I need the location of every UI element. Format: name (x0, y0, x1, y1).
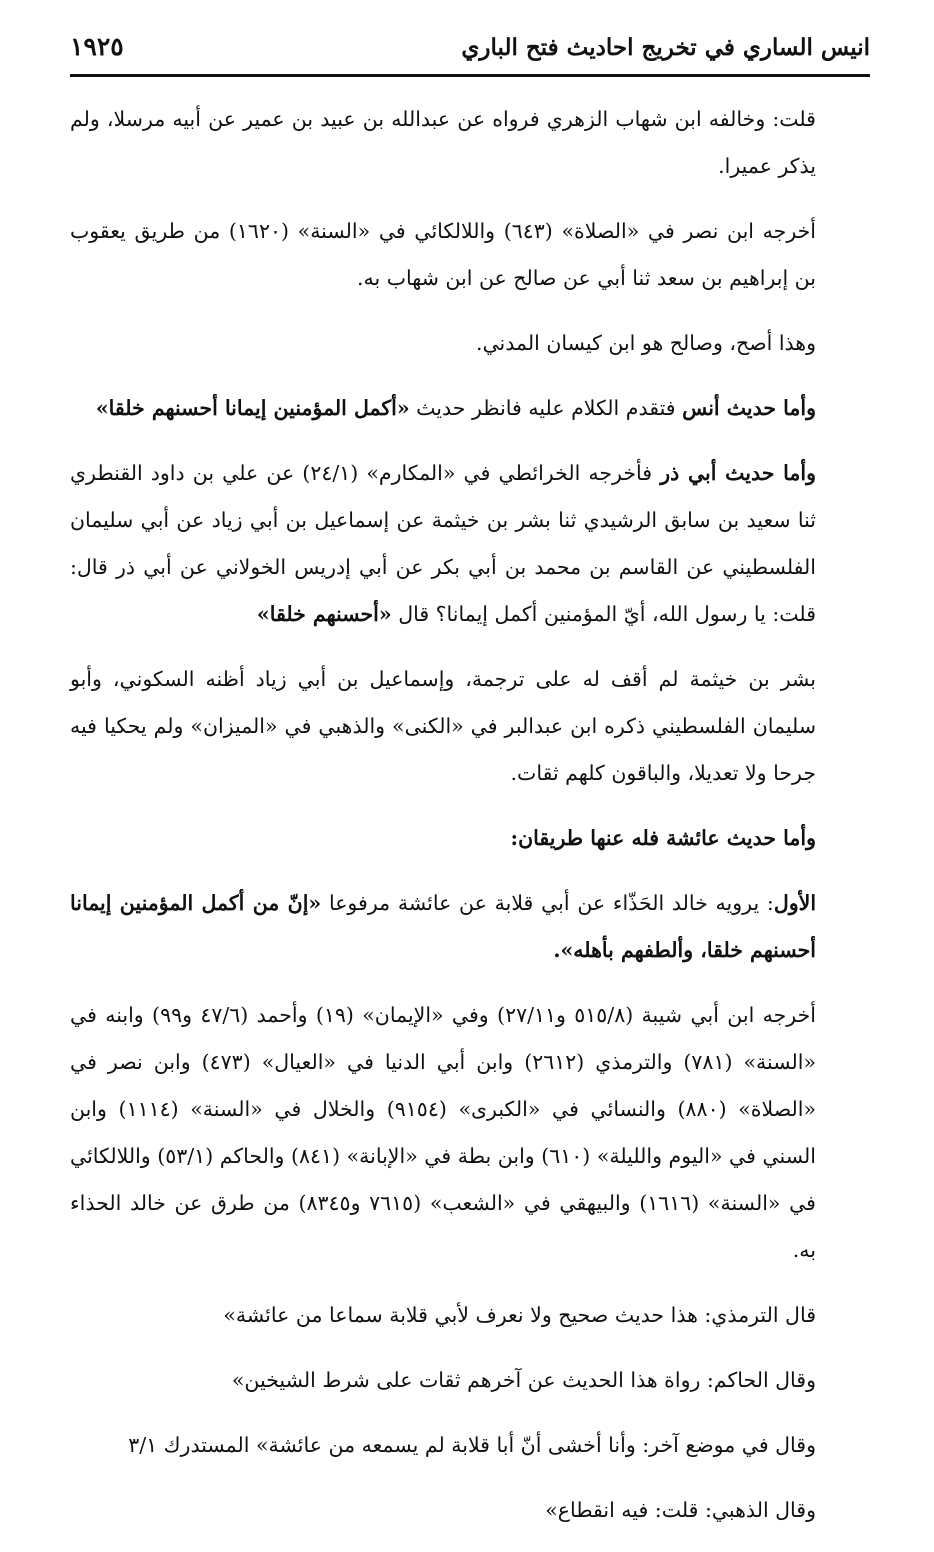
paragraph-7-heading: وأما حديث عائشة فله عنها طريقان: (510, 826, 816, 850)
paragraph-8 (70, 880, 870, 974)
paragraph-10 (70, 1292, 870, 1339)
paragraph-3-text: وهذا أصح، وصالح هو ابن كيسان المدني. (475, 331, 816, 355)
paragraph-3 (70, 320, 870, 367)
paragraph-9-text: أخرجه ابن أبي شيبة (٥١٥/٨ و٢٧/١١) وفي «الإيمان» (١٩) وأحمد (٤٧/٦ و٩٩) وابنه في «السنة» (٧٨١) والترمذي (٢٦١٢) وابن أبي الدنيا في «العيال» (٤٧٣) وابن نصر في «الصلاة» (٨٨٠) والنسائي في «الكبرى» (٩١٥٤) والخلال في «السنة» (١١١٤) وابن السني في «اليوم والليلة» (٦١٠) وابن بطة في «الإبانة» (٨٤١) والحاكم (٥٣/١) واللالكائي في «السنة» (١٦١٦) والبيهقي في «الشعب» (٧٦١٥ و٨٣٤٥) من طرق عن خالد الحذاء به. (70, 1003, 817, 1262)
paragraph-11-text: وقال الحاكم: رواة هذا الحديث عن آخرهم ثقات على شرط الشيخين» (231, 1368, 816, 1392)
paragraph-8-text: : يرويه خالد الحَذّاء عن أبي قلابة عن عائشة مرفوعا (321, 891, 774, 915)
book-title: انيس الساري في تخريج احاديث فتح الباري (461, 34, 870, 61)
paragraph-2 (70, 208, 870, 302)
paragraph-6-text: بشر بن خيثمة لم أقف له على ترجمة، وإسماعيل بن أبي زياد أظنه السكوني، وأبو سليمان الفلسطيني ذكره ابن عبدالبر في «الكنى» والذهبي في «الميزان» ولم يحكيا فيه جرحا ولا تعديلا، والباقون كلهم ثقات. (70, 667, 816, 785)
paragraph-12 (70, 1422, 870, 1469)
paragraph-13 (70, 1487, 870, 1534)
paragraph-1-text: قلت: وخالفه ابن شهاب الزهري فرواه عن عبدالله بن عبيد بن عمير عن أبيه مرسلا، ولم يذكر عميرا. (70, 107, 816, 178)
paragraph-5-text: فأخرجه الخرائطي في «المكارم» (٢٤/١) عن علي بن داود القنطري ثنا سعيد بن سابق الرشيدي ثنا بشر بن خيثمة عن إسماعيل بن أبي زياد عن أبي سليمان الفلسطيني عن القاسم بن محمد بن أبي بكر عن أبي إدريس الخولاني عن أبي ذر قال: قلت: يا رسول الله، أيّ المؤمنين أكمل إيمانا؟ قال (70, 461, 816, 626)
paragraph-6 (70, 656, 870, 797)
paragraph-7 (70, 815, 870, 862)
paragraph-12-text: وقال في موضع آخر: وأنا أخشى أنّ أبا قلابة لم يسمعه من عائشة» المستدرك ٣/١ (128, 1433, 816, 1457)
paragraph-5-hadith-quote: «أحسنهم خلقا» (256, 602, 392, 626)
paragraph-4-heading: وأما حديث أنس (682, 396, 816, 420)
paragraph-5-heading: وأما حديث أبي ذر (660, 461, 816, 485)
page-header (70, 28, 870, 72)
paragraph-4-hadith-quote: «أكمل المؤمنين إيمانا أحسنهم خلقا» (95, 396, 410, 420)
paragraph-11 (70, 1357, 870, 1404)
paragraph-10-text: قال الترمذي: هذا حديث صحيح ولا نعرف لأبي قلابة سماعا من عائشة» (223, 1303, 816, 1327)
paragraph-4 (70, 385, 870, 432)
paragraph-1 (70, 96, 870, 190)
page-body (70, 96, 870, 1552)
paragraph-5 (70, 450, 870, 638)
paragraph-8-heading: الأول (773, 891, 817, 915)
paragraph-4-text: فتقدم الكلام عليه فانظر حديث (409, 396, 683, 420)
paragraph-13-text: وقال الذهبي: قلت: فيه انقطاع» (545, 1498, 816, 1522)
page-number: ١٩٢٥ (70, 32, 124, 61)
paragraph-9 (70, 992, 870, 1274)
paragraph-8-hadith-quote: «إنّ من أكمل المؤمنين إيمانا أحسنهم خلقا، وألطفهم بأهله». (70, 891, 816, 962)
header-rule (70, 74, 870, 77)
paragraph-2-text: أخرجه ابن نصر في «الصلاة» (٦٤٣) واللالكائي في «السنة» (١٦٢٠) من طريق يعقوب بن إبراهيم بن سعد ثنا أبي عن صالح عن ابن شهاب به. (70, 219, 817, 290)
